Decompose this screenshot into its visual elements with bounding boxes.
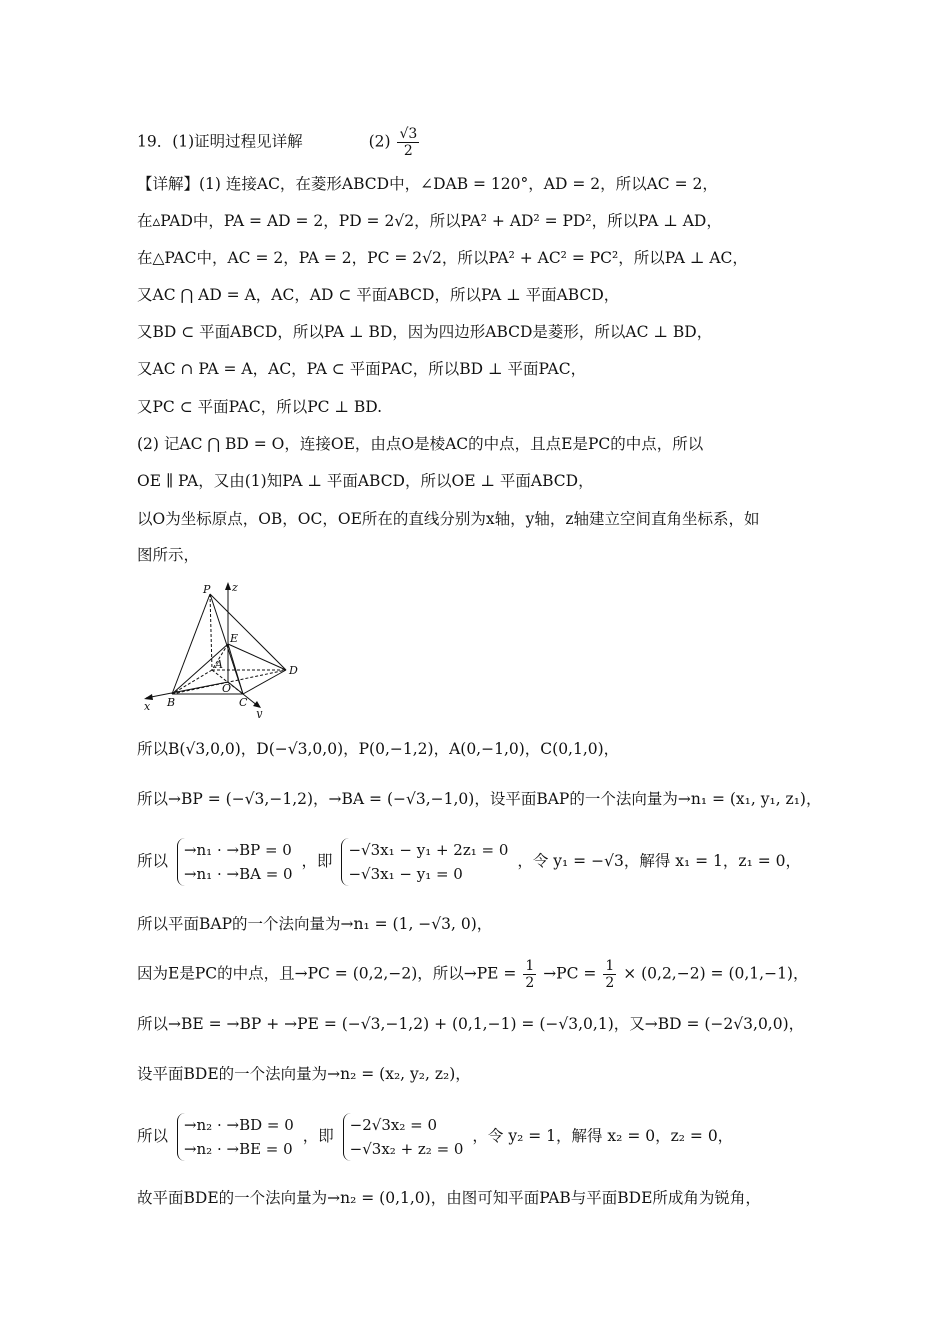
system2-eq1: →n₂ · →BD = 0 bbox=[183, 1116, 294, 1134]
pe-line bbox=[137, 958, 808, 991]
part2-label: (2) bbox=[368, 132, 391, 151]
solution-line-6: 又AC ∩ PA = A，AC，PA ⊂ 平面PAC，所以BD ⊥ 平面PAC， bbox=[137, 360, 587, 378]
x-axis bbox=[146, 682, 228, 698]
solution-line-3: 在△PAC中，AC = 2，PA = 2，PC = 2√2，所以PA² + AC² = PC²，所以PA ⊥ AC， bbox=[137, 249, 748, 267]
label-z: z bbox=[232, 581, 238, 594]
final-line: 故平面BDE的一个法向量为→n₂ = (0,1,0)，由图可知平面PAB与平面BDE所成角为锐角， bbox=[137, 1189, 761, 1207]
label-D: D bbox=[289, 664, 298, 677]
question-number: 19．(1)证明过程见详解 bbox=[137, 132, 303, 151]
system2-eq4: −√3x₂ + z₂ = 0 bbox=[349, 1140, 464, 1158]
pe-start: 因为E是PC的中点，且→PC = (0,2,−2)，所以→PE = bbox=[137, 964, 517, 983]
solution-line-4: 又AC ⋂ AD = A，AC，AD ⊂ 平面ABCD，所以PA ⊥ 平面ABCD， bbox=[137, 286, 620, 304]
edge-PB bbox=[172, 594, 210, 694]
z-arrow-icon bbox=[225, 582, 231, 590]
solution-line-1: 【详解】(1) 连接AC，在菱形ABCD中，∠DAB = 120°，AD = 2，所以AC = 2， bbox=[137, 175, 718, 193]
solution-line-8: (2) 记AC ⋂ BD = O，连接OE，由点O是棱AC的中点，且点E是PC的中点，所以 bbox=[137, 435, 704, 453]
pe-mid: →PC = bbox=[543, 964, 597, 983]
system1-right bbox=[341, 838, 508, 886]
label-E: E bbox=[230, 632, 239, 645]
system1-left bbox=[177, 838, 293, 886]
system2-prefix: 所以 bbox=[137, 1127, 169, 1145]
system1-eq1: →n₁ · →BP = 0 bbox=[183, 841, 292, 859]
normal2-intro: 设平面BDE的一个法向量为→n₂ = (x₂, y₂, z₂)， bbox=[137, 1065, 471, 1083]
label-x: x bbox=[144, 700, 151, 713]
pe-frac2-den: 2 bbox=[605, 975, 615, 991]
solution-line-2: 在▵PAD中，PA = AD = 2，PD = 2√2，所以PA² + AD² = PD²，所以PA ⊥ AD， bbox=[137, 212, 722, 230]
system1-mid: ，即 bbox=[301, 852, 333, 870]
label-A: A bbox=[215, 658, 223, 671]
system1-eq4: −√3x₁ − y₁ = 0 bbox=[348, 865, 463, 883]
label-B: B bbox=[167, 696, 176, 709]
pe-end: × (0,2,−2) = (0,1,−1)， bbox=[623, 964, 809, 983]
label-P: P bbox=[203, 583, 211, 596]
system1-eq3: −√3x₁ − y₁ + 2z₁ = 0 bbox=[348, 841, 509, 859]
system2-line bbox=[137, 1113, 733, 1161]
label-y: y bbox=[256, 707, 263, 718]
pyramid-figure bbox=[140, 578, 310, 718]
answer-denominator: 2 bbox=[403, 143, 413, 159]
solution-line-7: 又PC ⊂ 平面PAC，所以PC ⊥ BD. bbox=[137, 398, 383, 416]
pe-frac1-den: 2 bbox=[525, 975, 535, 991]
system2-mid: ，即 bbox=[302, 1127, 334, 1145]
label-C: C bbox=[239, 696, 248, 709]
system2-suffix: ，令 y₂ = 1，解得 x₂ = 0，z₂ = 0， bbox=[472, 1127, 734, 1145]
system1-eq2: →n₁ · →BA = 0 bbox=[183, 865, 293, 883]
normal1-line: 所以平面BAP的一个法向量为→n₁ = (1, −√3, 0)， bbox=[137, 915, 493, 933]
solution-line-11: 图所示， bbox=[137, 546, 200, 564]
pe-fraction-1 bbox=[523, 958, 536, 991]
system1-line bbox=[137, 838, 801, 886]
system2-eq3: −2√3x₂ = 0 bbox=[349, 1116, 437, 1134]
edge-CD bbox=[243, 670, 286, 694]
pe-frac2-num: 1 bbox=[605, 958, 615, 974]
solution-line-10: 以O为坐标原点，OB，OC，OE所在的直线分别为x轴，y轴，z轴建立空间直角坐标系，如 bbox=[137, 510, 760, 528]
coords-line: 所以B(√3,0,0)，D(−√3,0,0)，P(0,−1,2)，A(0,−1,0)，C(0,1,0)， bbox=[137, 740, 620, 758]
system1-prefix: 所以 bbox=[137, 852, 169, 870]
edge-AB bbox=[172, 670, 212, 694]
solution-line-5: 又BD ⊂ 平面ABCD，所以PA ⊥ BD，因为四边形ABCD是菱形，所以AC ⊥ BD， bbox=[137, 323, 713, 341]
system2-left bbox=[177, 1113, 294, 1161]
be-line: 所以→BE = →BP + →PE = (−√3,−1,2) + (0,1,−1) = (−√3,0,1)，又→BD = (−2√3,0,0)， bbox=[137, 1015, 805, 1033]
pe-fraction-2 bbox=[603, 958, 616, 991]
answer-fraction bbox=[397, 126, 419, 159]
pe-frac1-num: 1 bbox=[525, 958, 535, 974]
vectors-line: 所以→BP = (−√3,−1,2)，→BA = (−√3,−1,0)，设平面BAP的一个法向量为→n₁ = (x₁, y₁, z₁)， bbox=[137, 790, 822, 808]
solution-line-9: OE ∥ PA，又由(1)知PA ⊥ 平面ABCD，所以OE ⊥ 平面ABCD， bbox=[137, 472, 594, 490]
system2-right bbox=[343, 1113, 464, 1161]
answer-numerator: √3 bbox=[399, 126, 418, 142]
label-O: O bbox=[222, 682, 232, 695]
system1-suffix: ，令 y₁ = −√3，解得 x₁ = 1，z₁ = 0， bbox=[517, 852, 801, 870]
edge-ED bbox=[228, 644, 286, 670]
system2-eq2: →n₂ · →BE = 0 bbox=[183, 1140, 293, 1158]
question-header bbox=[137, 126, 421, 159]
